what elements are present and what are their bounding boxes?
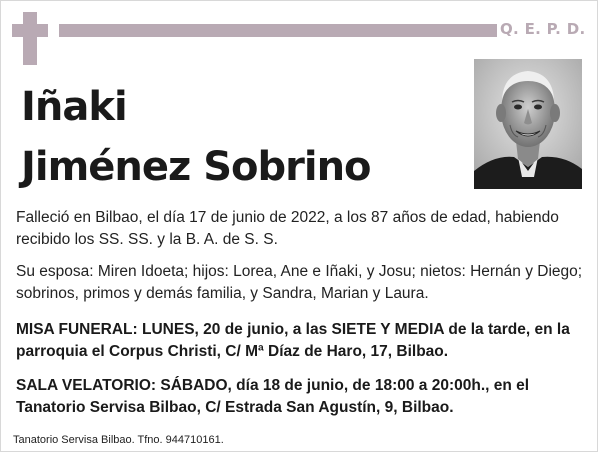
deceased-photo — [474, 59, 582, 189]
qepd-label: Q. E. P. D. — [500, 20, 586, 38]
cross-icon — [23, 12, 37, 65]
funeral-mass-text: MISA FUNERAL: LUNES, 20 de junio, a las SIETE Y MEDIA de la tarde, en la parroquia el Corpus Christi, C/ Mª Díaz de Haro, 17, Bilbao. — [16, 321, 570, 360]
deceased-surname: Jiménez Sobrino — [21, 144, 371, 190]
family-text: Su esposa: Miren Idoeta; hijos: Lorea, Ane e Iñaki, y Josu; nietos: Hernán y Diego; sobrinos, primos y demás familia, y Sandra, Marian y Laura. — [16, 263, 583, 302]
funeral-home-contact: Tanatorio Servisa Bilbao. Tfno. 944710161. — [13, 434, 224, 446]
wake-text: SALA VELATORIO: SÁBADO, día 18 de junio, de 18:00 a 20:00h., en el Tanatorio Servisa Bilbao, C/ Estrada San Agustín, 9, Bilbao. — [16, 377, 530, 416]
cross-icon-arm — [12, 24, 48, 37]
header-rule — [59, 24, 497, 37]
death-notice-text: Falleció en Bilbao, el día 17 de junio de 2022, a los 87 años de edad, habiendo recibido los SS. SS. y la B. A. de S. S. — [16, 209, 559, 248]
deceased-first-name: Iñaki — [21, 84, 127, 130]
